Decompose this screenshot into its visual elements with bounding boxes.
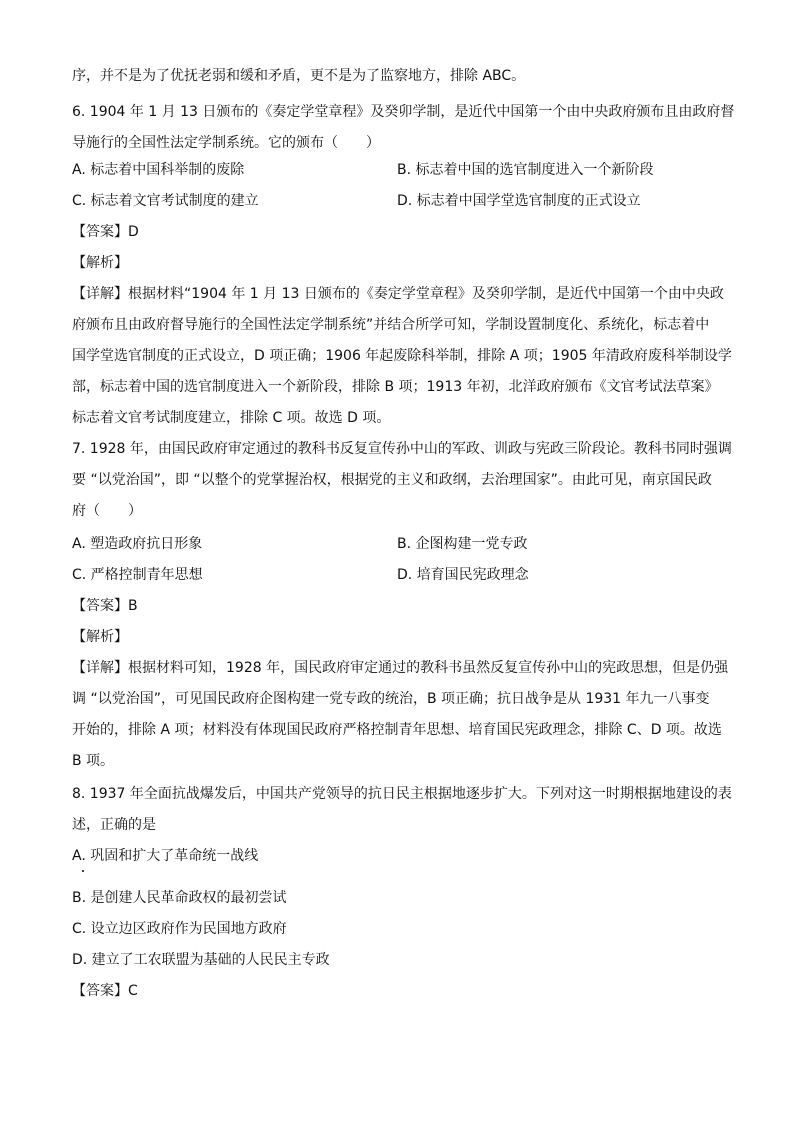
question-7-option-a: A. 塑造政府抗日形象 xyxy=(72,536,203,552)
question-6-answer: 【答案】D xyxy=(72,224,139,240)
question-8-stem-cont: 述，正确的是 xyxy=(72,817,156,833)
question-8-stem: 8. 1937 年全面抗战爆发后，中国共产党领导的抗日民主根据地逐步扩大。下列对这一时期根据地建设的表 xyxy=(72,786,732,802)
question-7-stem-cont: 府（ ） xyxy=(72,503,142,519)
question-7-option-b: B. 企图构建一党专政 xyxy=(397,536,528,552)
question-6-stem-cont: 导施行的全国性法定学制系统。它的颁布（ ） xyxy=(72,135,380,151)
question-6-explanation: 部，标志着中国的选官制度进入一个新阶段，排除 B 项；1913 年初，北洋政府颁布《文官考试法草案》 xyxy=(72,379,719,395)
question-7-answer: 【答案】B xyxy=(72,598,138,614)
question-7-option-c: C. 严格控制青年思想 xyxy=(72,567,203,583)
question-6-option-d: D. 标志着中国学堂选官制度的正式设立 xyxy=(397,193,641,209)
question-6-explanation: 标志着文官考试制度建立，排除 C 项。故选 D 项。 xyxy=(72,410,391,426)
question-7-option-d: D. 培育国民宪政理念 xyxy=(397,567,529,583)
question-7-stem-cont: 要 “以党治国”，即 “以整个的党掌握治权，根据党的主义和政纲，去治理国家”。由此可见，南京国民政 xyxy=(72,472,712,488)
paragraph-line: 序，并不是为了优抚老弱和缓和矛盾，更不是为了监察地方，排除 ABC。 xyxy=(72,68,526,84)
question-7-stem: 7. 1928 年，由国民政府审定通过的教科书反复宣传孙中山的军政、训政与宪政三阶段论。教科书同时强调 xyxy=(72,441,732,457)
question-6-stem: 6. 1904 年 1 月 13 日颁布的《奏定学堂章程》及癸卯学制，是近代中国第一个由中央政府颁布且由政府督 xyxy=(72,104,735,120)
question-6-option-b: B. 标志着中国的选官制度进入一个新阶段 xyxy=(397,162,654,178)
question-8-option-c: C. 设立边区政府作为民国地方政府 xyxy=(72,921,287,937)
question-8-option-b: B. 是创建人民革命政权的最初尝试 xyxy=(72,890,287,906)
question-7-explanation: 开始的，排除 A 项；材料没有体现国民政府严格控制青年思想、培育国民宪政理念，排除 C、D 项。故选 xyxy=(72,722,722,738)
question-6-explanation: 国学堂选官制度的正式设立，D 项正确；1906 年起废除科举制，排除 A 项；1905 年清政府废科举制设学 xyxy=(72,348,732,364)
question-6-option-a: A. 标志着中国科举制的废除 xyxy=(72,162,245,178)
question-6-option-c: C. 标志着文官考试制度的建立 xyxy=(72,193,259,209)
stray-dot xyxy=(82,870,84,872)
question-8-option-d: D. 建立了工农联盟为基础的人民民主专政 xyxy=(72,952,330,968)
question-7-explanation: B 项。 xyxy=(72,753,115,769)
question-6-analysis-heading: 【解析】 xyxy=(72,255,128,271)
question-7-explanation: 调 “以党治国”，可见国民政府企图构建一党专政的统治，B 项正确；抗日战争是从 1931 年九一八事变 xyxy=(72,691,710,707)
question-8-option-a: A. 巩固和扩大了革命统一战线 xyxy=(72,848,259,864)
question-6-explanation: 【详解】根据材料“1904 年 1 月 13 日颁布的《奏定学堂章程》及癸卯学制，是近代中国第一个由中央政 xyxy=(72,286,724,302)
question-7-explanation: 【详解】根据材料可知，1928 年，国民政府审定通过的教科书虽然反复宣传孙中山的宪政思想，但是仍强 xyxy=(72,660,729,676)
question-8-answer: 【答案】C xyxy=(72,983,138,999)
question-7-analysis-heading: 【解析】 xyxy=(72,629,128,645)
question-6-explanation: 府颁布且由政府督导施行的全国性法定学制系统”并结合所学可知，学制设置制度化、系统化，标志着中 xyxy=(72,317,710,333)
